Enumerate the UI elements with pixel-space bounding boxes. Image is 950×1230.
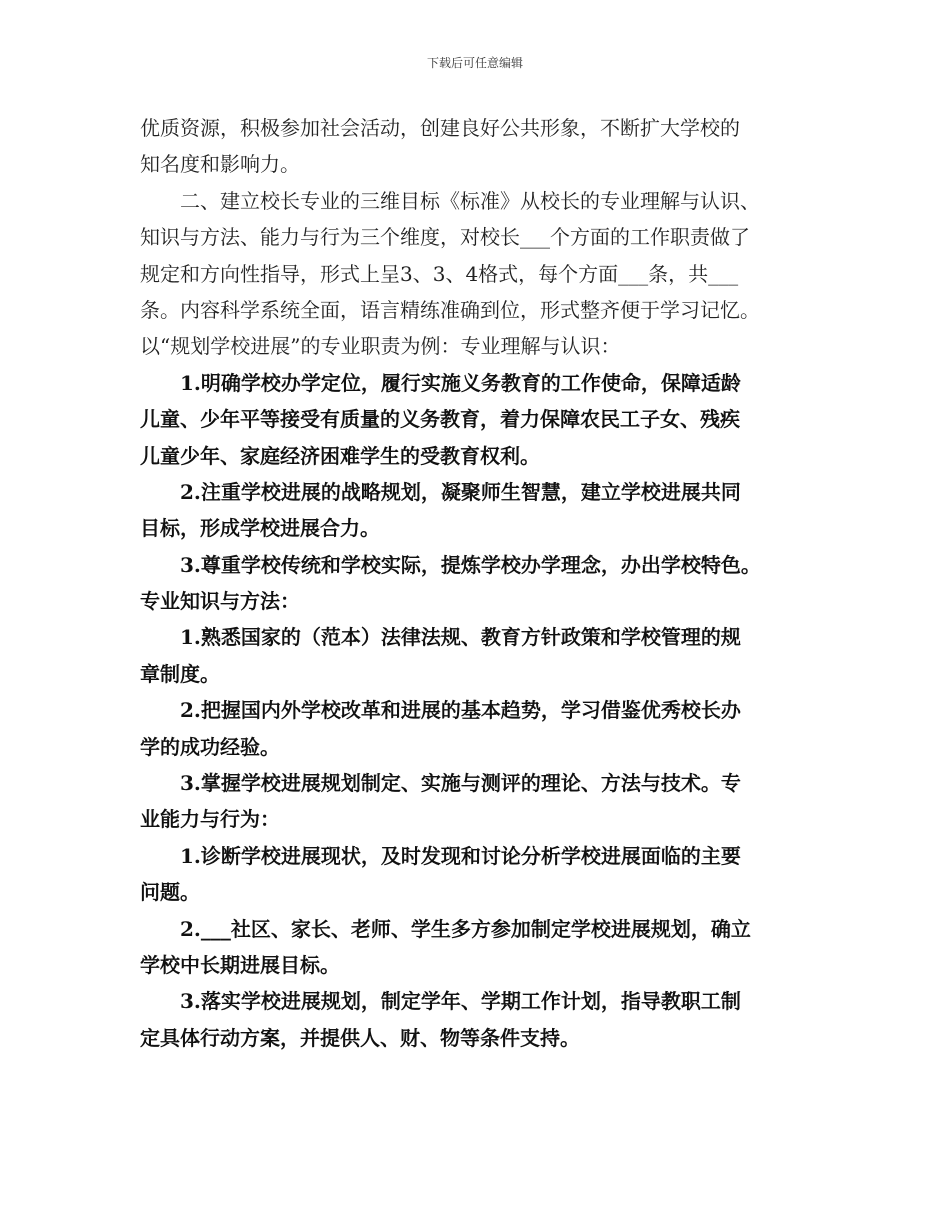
text-line: 专业知识与方法：: [140, 589, 300, 614]
text-line: 条。内容科学系统全面，语言精练准确到位，形式整齐便于学习记忆。: [140, 297, 760, 322]
text-line: 以“规划学校进展”的专业职责为例：专业理解与认识：: [140, 334, 621, 359]
text-line: 业能力与行为：: [140, 807, 280, 832]
text-line: 3.落实学校进展规划，制定学年、学期工作计划，指导教职工制: [180, 989, 741, 1014]
text-line: 目标，形成学校进展合力。: [140, 516, 380, 541]
text-line: 1.熟悉国家的（范本）法律法规、教育方针政策和学校管理的规: [180, 625, 741, 650]
text-line: 儿童、少年平等接受有质量的义务教育，着力保障农民工子女、残疾: [140, 407, 740, 432]
text-line: 2.把握国内外学校改革和进展的基本趋势，学习借鉴优秀校长办: [180, 698, 741, 723]
text-line: 2.注重学校进展的战略规划，凝聚师生智慧，建立学校进展共同: [180, 479, 741, 504]
text-line: 知识与方法、能力与行为三个维度，对校长___个方面的工作职责做了: [140, 225, 750, 250]
text-line: 3.掌握学校进展规划制定、实施与测评的理论、方法与技术。专: [180, 771, 741, 796]
text-line: 1.明确学校办学定位，履行实施义务教育的工作使命，保障适龄: [180, 370, 741, 395]
text-line: 儿童少年、家庭经济困难学生的受教育权利。: [140, 443, 540, 468]
text-line: 二、建立校长专业的三维目标《标准》从校长的专业理解与认识、: [180, 188, 760, 213]
document-body: [140, 110, 815, 1056]
text-line: 1.诊断学校进展现状，及时发现和讨论分析学校进展面临的主要: [180, 843, 741, 868]
text-line: 优质资源，积极参加社会活动，创建良好公共形象，不断扩大学校的: [140, 116, 740, 140]
text-line: 知名度和影响力。: [140, 152, 300, 177]
text-line: 规定和方向性指导，形式上呈3、3、4格式，每个方面___条，共___: [140, 261, 739, 286]
text-line: 2.___社区、家长、老师、学生多方参加制定学校进展规划，确立: [180, 916, 751, 941]
page-header: 下载后可任意编辑: [426, 56, 523, 70]
text-line: 定具体行动方案，并提供人、财、物等条件支持。: [140, 1025, 580, 1050]
text-line: 学的成功经验。: [140, 734, 280, 759]
text-line: 学校中长期进展目标。: [140, 952, 340, 977]
text-line: 3.尊重学校传统和学校实际，提炼学校办学理念，办出学校特色。: [180, 552, 761, 577]
text-line: 章制度。: [140, 661, 220, 686]
text-line: 问题。: [140, 880, 200, 905]
